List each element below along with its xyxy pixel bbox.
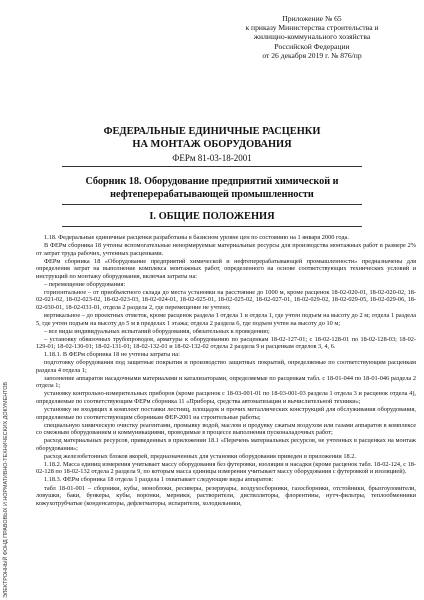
collection-title-line-2: нефтеперерабатывающей промышленности <box>110 188 314 200</box>
body-paragraph: расход материальных ресурсов, приведенных в приложении 18.1 «Перечень материальных ресурсов, не учтенных в расценках на монтаж оборудования»; <box>36 437 416 452</box>
body-paragraph: специальную химическую очистку реагентами, промывку водой, маслом и продувку сжатым воздухом или газами аппаратов в комплексе со смежным оборудованием и коммуникациями, проводимые в процессе выполнения пусконаладочных работ; <box>36 421 416 437</box>
body-paragraph: установку не входящих в комплект поставки лестниц, площадок и прочих металлических конструкций для обслуживания оборудования, определяемые по соответствующим сборникам ФЕР-2001 на строительные работы; <box>36 406 416 421</box>
sidebar-stamp <box>3 382 11 598</box>
body-paragraph: 1.18.1. В ФЕРм сборника 18 не учтены затраты на: <box>44 351 180 359</box>
body-paragraph: расход железобетонных блоков якорей, предназначенных для установки оборудования приведен в приложении 18.2. <box>44 452 356 460</box>
document-title-line-1: ФЕДЕРАЛЬНЫЕ ЕДИНИЧНЫЕ РАСЦЕНКИ <box>103 126 321 137</box>
divider <box>62 166 362 167</box>
divider <box>62 226 362 227</box>
body-paragraph: – перемещение оборудования: <box>44 280 126 288</box>
body-paragraph: подготовку оборудования под защитные покрытия и производство защитных покрытий, определяемые по соответствующим расценкам раздела 4 отдела 1; <box>36 359 416 374</box>
sidebar-stamp-text: ЭЛЕКТРОННЫЙ ФОНД ПРАВОВЫХ И НОРМАТИВНО-ТЕХНИЧЕСКИХ ДОКУМЕНТОВ <box>3 382 9 598</box>
appendix-date-line: от 26 декабря 2019 г. № 876/пр <box>262 50 362 60</box>
body-paragraph: заполнение аппаратов насадочными материалами и катализаторами, определяемые по расценкам табл. с 18-01-044 по 18-01-046 раздела 2 отдела 1; <box>36 374 416 390</box>
divider <box>62 204 362 205</box>
document-title <box>0 126 424 151</box>
appendix-ministry-line: жилищно-коммунального хозяйства <box>253 32 371 42</box>
body-paragraph: вертикальное – до проектных отметок, кроме расценок раздела 1 отдела 1 и отдела 1, где учтен подъем на высоту до 2 м; отдела 1 раздела 5, где учтен подъем на высоту до 5 м в пределах 1 этажа; отдела 2 раздела 6, где подъем учтен на высоту до 10 м; <box>36 311 416 327</box>
appendix-order-line: к приказу Министерства строительства и <box>245 23 379 33</box>
body-paragraph: 1.18.3. ФЕРм сборника 18 отдела 1 раздела 1 охватывает следующие виды аппаратов: <box>44 476 274 484</box>
body-paragraph: 1.18.2. Масса единиц измерения учитывает массу оборудования без футеровки, изоляции и насадки (кроме расценок табл. 18-02-124, с 18-02-128 по 18-02-132 отдела 2 раздела 9, по которым масса единицы измерения учитывает массу оборудования с футеровкой и изоляцией). <box>36 460 416 476</box>
collection-title-line-1: Сборник 18. Оборудование предприятий химической и <box>85 176 339 187</box>
body-paragraph: табл 18-01-001 – сборники, кубы, моноблоки, ресиверы, резервуары, воздухосборники, газосборники, отстойники, брызгоуловители, ловушки, баки, бункеры, кубы, воронки, мерники, растворители, дистилляторы, флорентины, нутч-фильтры, теплообменники кожухотрубчатые (конденсаторы, дефлегматоры, испарители, холодильники, <box>36 484 416 507</box>
appendix-number: Приложение № 65 <box>282 14 342 23</box>
document-code: ФЕРм 81-03-18-2001 <box>172 153 252 163</box>
body-paragraph: установку контрольно-измерительных приборов (кроме расценок с 18-03-001-01 по 18-03-001-03 раздела 1 отдела 3 и расценок отдела 4), определяемые по соответствующим ФЕРм сборника 11 «Приборы, средства автоматизации и вычислительной техники»; <box>36 390 416 405</box>
document-title-line-2: НА МОНТАЖ ОБОРУДОВАНИЯ <box>132 138 292 150</box>
body-paragraph: 1.18. Федеральные единичные расценки разработаны в базисном уровне цен по состоянию на 1 января 2000 года. <box>44 234 349 241</box>
body-paragraph: – установку обвязочных трубопроводов, арматуры к оборудованию по расценкам 18-02-127-01; с 18-02-128-01 по 18-02-128-03; 18-02-129-01; 18-02-130-01; 18-02-131-01; 18-02-132-01 и 18-02-132-02 отдела 2 раздела 9 и расценкам отделов 3, 4, 6. <box>36 335 416 351</box>
collection-title <box>0 176 424 201</box>
body-paragraph: ФЕРм сборника 18 «Оборудование предприятий химической и нефтеперерабатывающей промышленности» предназначены для определения затрат на выполнение комплекса монтажных работ, определенного на основе соответствующих технических условий и инструкций по монтажу оборудования, включая затраты на: <box>36 257 416 280</box>
body-paragraph: – все виды индивидуальных испытаний оборудования, обязательных к проведению; <box>44 327 270 335</box>
body-paragraph: горизонтальное – от приобъектного склада до места установки на расстояние до 1000 м, кроме расценок 18-02-020-01, 18-02-020-02, 18-02-021-02, 18-02-023-02, 18-02-023-03, 18-02-024-01, 18-02-025-01, 18-02-025-02, 18-02-027-01, 18-02-029-02, 18-02-029-05, 18-02-029-06, 18-02-030-01, 18-02-031-01, отдела 2 раздела 2, где перемещение не учтено; <box>36 288 416 311</box>
document-body <box>36 234 416 508</box>
appendix-country-line: Российской Федерации <box>274 41 350 51</box>
section-heading: I. ОБЩИЕ ПОЛОЖЕНИЯ <box>149 211 275 222</box>
body-paragraph: В ФЕРм сборника 18 учтены вспомогательные ненормируемые материальные ресурсы для производства монтажных работ в размере 2% от затрат труда рабочих, учтенных расценками. <box>36 242 416 257</box>
appendix-header <box>214 14 410 60</box>
